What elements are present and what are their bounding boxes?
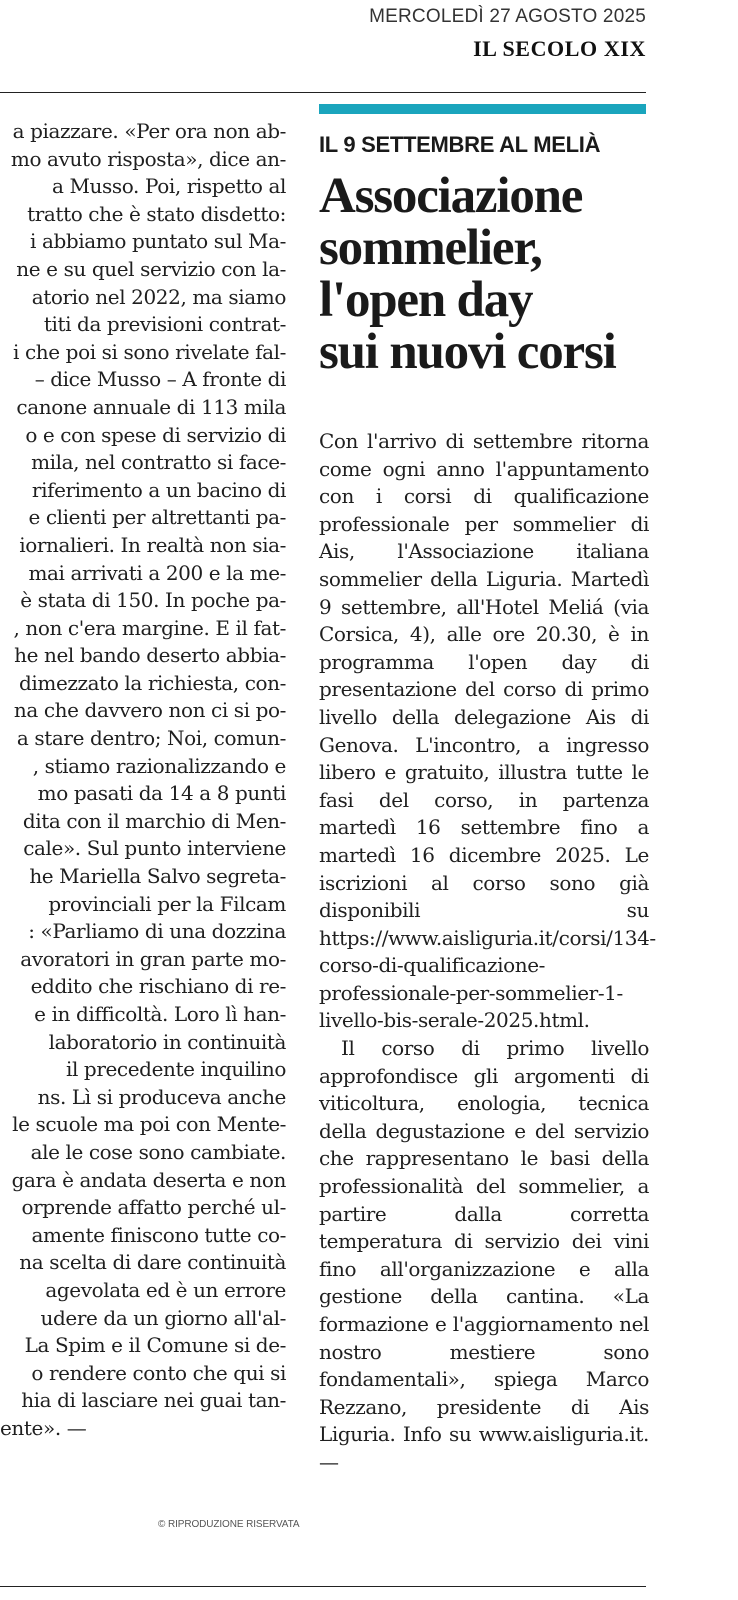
column-line: a stare dentro; Noi, comun- (16, 726, 286, 751)
column-line: amente finiscono tutte co- (31, 1222, 286, 1247)
body-paragraph: Il corso di primo livello approfondisce gli argomenti di viticoltura, enologia, tecnica della degustazione e del servizio che rappresentano le basi della professionalità del sommelier, a partire dalla corretta temperatura di servizio dei vini fino all'organizzazione e alla gestione della cantina. «La formazione e l'aggiornamento nel nostro mestiere sono fondamentali», spiega Marco Rezzano, presidente di Ais Liguria. Info su www.aisliguria.it. — (319, 1036, 649, 1474)
column-line: La Spim e il Comune si de- (24, 1333, 286, 1358)
article-headline (319, 170, 649, 378)
column-line: e clienti per altrettanti pa- (28, 505, 286, 530)
previous-article-column (0, 118, 286, 1443)
column-line: atorio nel 2022, ma siamo (31, 284, 286, 309)
column-line: a piazzare. «Per ora non ab- (12, 119, 286, 143)
column-line: – dice Musso – A fronte di (34, 367, 286, 392)
accent-bar (319, 104, 646, 114)
column-line: , non c'era margine. E il fat- (13, 615, 286, 640)
column-line: : «Parliamo di una dozzina (28, 919, 286, 944)
headline-line: sui nuovi corsi (319, 324, 616, 380)
column-line: na scelta di dare continuità (19, 1250, 286, 1275)
column-line: dimezzato la richiesta, con- (18, 670, 286, 695)
copyright-credit: © RIPRODUZIONE RISERVATA (158, 1519, 300, 1530)
column-line: udere da un giorno all'al- (40, 1305, 286, 1330)
column-line: ente». — (0, 1415, 87, 1440)
column-line: cale». Sul punto interviene (23, 836, 286, 861)
column-line: i abbiamo puntato sul Ma- (30, 229, 286, 254)
column-line: tratto che è stato disdetto: (27, 201, 286, 226)
newspaper-name: IL SECOLO XIX (473, 36, 646, 61)
column-line: e in difficoltà. Loro lì han- (34, 1002, 286, 1026)
column-line: mai arrivati a 200 e la me- (28, 560, 286, 585)
column-line: canone annuale di 113 mila (16, 394, 286, 419)
column-line: è stata di 150. In poche pa- (20, 588, 286, 613)
column-line: he nel bando deserto abbia- (14, 643, 286, 668)
column-line: dita con il marchio di Men- (22, 808, 286, 833)
column-line: le scuole ma poi con Mente- (12, 1112, 286, 1137)
column-line: laboratorio in continuità (48, 1029, 286, 1054)
column-line: hia di lasciare nei guai tan- (21, 1388, 286, 1413)
column-line: o rendere conto che qui si (31, 1360, 286, 1385)
column-line: orprende affatto perché ul- (21, 1195, 286, 1220)
edition-date: MERCOLEDÌ 27 AGOSTO 2025 (369, 6, 646, 27)
headline-line: l'open day (319, 272, 533, 328)
article-body (319, 428, 656, 1477)
column-line: titi da previsioni contrat- (43, 312, 286, 337)
column-line: a Musso. Poi, rispetto al (51, 174, 286, 199)
column-line: eddito che rischiano di re- (30, 974, 286, 999)
column-line: mo avuto risposta», dice an- (10, 146, 286, 171)
column-line: i che poi si sono rivelate fal- (13, 339, 286, 364)
column-line: avoratori in gran parte mo- (20, 946, 286, 971)
column-line: provinciali per la Filcam (48, 891, 286, 916)
column-line: iornalieri. In realtà non sia- (19, 532, 286, 557)
column-line: riferimento a un bacino di (31, 477, 286, 502)
column-line: , stiamo razionalizzando e (32, 753, 286, 778)
column-line: il precedente inquilino (65, 1057, 286, 1082)
headline-line: Associazione (319, 168, 583, 224)
article-kicker: IL 9 SETTEMBRE AL MELIÀ (319, 132, 601, 157)
column-line: na che davvero non ci si po- (13, 698, 286, 723)
column-line: ne e su quel servizio con la- (16, 256, 286, 281)
column-line: mila, nel contratto si face- (31, 450, 286, 475)
body-paragraph: Con l'arrivo di settembre ritorna come ogni anno l'appuntamento con i corsi di qualificazione professionale per sommelier di Ais, l'Associazione italiana sommelier della Liguria. Martedì 9 settembre, all'Hotel Meliá (via Corsica, 4), alle ore 20.30, è in programma l'open day di presentazione del corso di primo livello della delegazione Ais di Genova. L'incontro, a ingresso libero e gratuito, illustra tutte le fasi del corso, in partenza martedì 16 settembre fino a martedì 16 dicembre 2025. Le iscrizioni al corso sono già disponibili su https://www.aisliguria.it/corsi/134-corso-di-qualificazione-professionale-per-sommelier-1-livello-bis-serale-2025.html. (319, 429, 656, 1033)
bottom-divider (0, 1586, 646, 1587)
column-line: mo pasati da 14 a 8 punti (37, 781, 286, 806)
column-line: he Mariella Salvo segreta- (29, 864, 286, 889)
column-line: agevolata ed è un errore (45, 1277, 286, 1302)
headline-line: sommelier, (319, 220, 542, 276)
column-line: ale le cose sono cambiate. (30, 1139, 286, 1164)
top-divider (0, 92, 646, 93)
column-line: gara è andata deserta e non (11, 1167, 286, 1192)
column-line: ns. Lì si produceva anche (37, 1084, 286, 1109)
column-line: o e con spese di servizio di (25, 422, 286, 447)
